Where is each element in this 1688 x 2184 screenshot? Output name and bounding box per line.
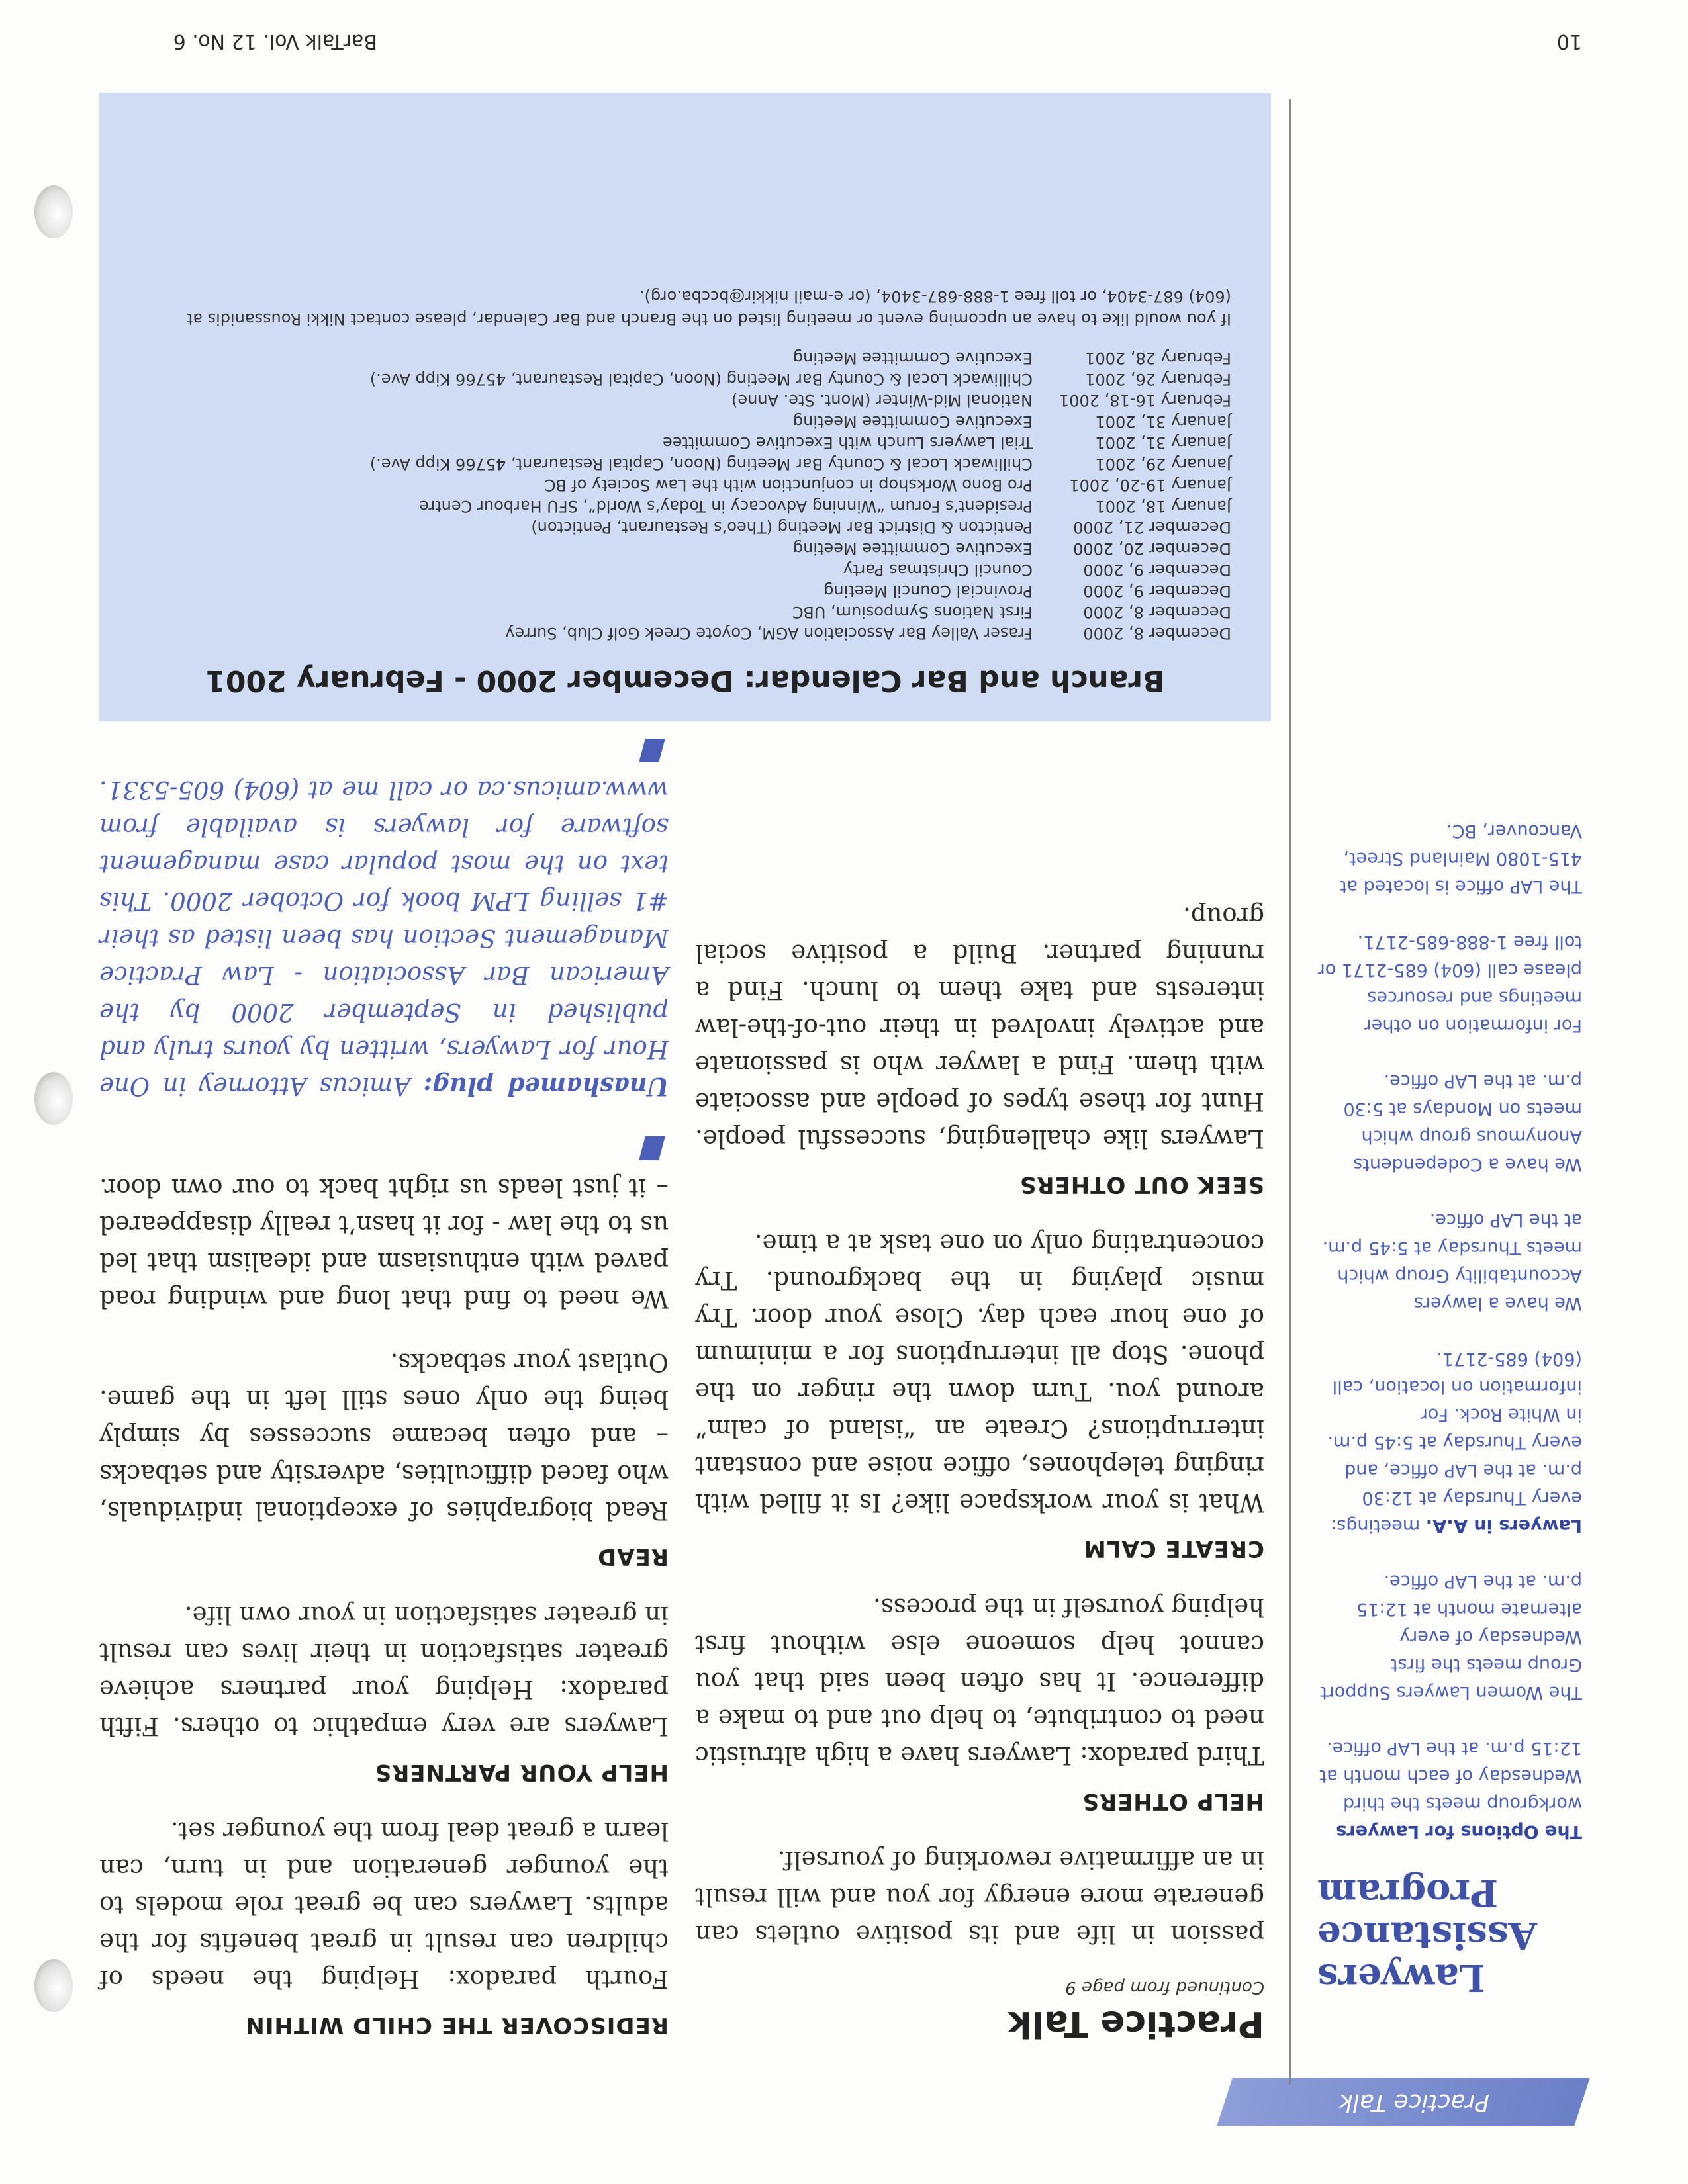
calendar-date: December 20, 2000	[1073, 539, 1231, 558]
calendar-date: February 16-18, 2001	[1058, 391, 1231, 410]
calendar-event: First Nations Symposium, UBC	[792, 603, 1033, 621]
sidebar-paragraph: For information on other meetings and resources please call (604) 685-2171 or toll free 1-888-685-2171.	[1317, 932, 1582, 1036]
calendar-row	[139, 453, 1231, 475]
section-heading: REDISCOVER THE CHILD WITHIN	[245, 2012, 669, 2038]
page-number: 10	[1556, 30, 1582, 53]
calendar-date: December 8, 2000	[1083, 624, 1231, 643]
calendar-date: January 18, 2001	[1095, 497, 1231, 516]
calendar-event: Pro Bono Workshop in conjunction with the Law Society of BC	[544, 476, 1033, 494]
calendar-title: Branch and Bar Calendar: December 2000 - February 2001	[205, 664, 1165, 698]
section-heading: HELP YOUR PARTNERS	[374, 1759, 669, 1786]
calendar-event: Council Christmas Party	[843, 561, 1033, 579]
calendar-date: December 8, 2000	[1083, 603, 1231, 621]
issue-label: BarTalk Vol. 12 No. 6	[173, 30, 377, 53]
calendar-row	[139, 559, 1231, 580]
section-heading: SEEK OUT OTHERS	[1019, 1171, 1264, 1198]
calendar-row	[139, 623, 1231, 644]
section-tab-label: Practice Talk	[1339, 2089, 1489, 2116]
calendar-date: January 29, 2001	[1095, 455, 1231, 473]
calendar-event: National Mid-Winter (Mont. Ste. Anne)	[731, 391, 1033, 410]
calendar-date: December 9, 2000	[1083, 561, 1231, 579]
branch-bar-calendar	[99, 93, 1271, 721]
calendar-row	[139, 517, 1231, 538]
section-heading: CREATE CALM	[1082, 1535, 1264, 1562]
calendar-date: December 9, 2000	[1083, 582, 1231, 600]
calendar-row	[139, 580, 1231, 602]
sidebar-paragraph: We have a Codependents Anonymous group which meets on Mondays at 5:30 p.m. at the LAP office.	[1343, 1071, 1582, 1175]
column-rule	[1289, 99, 1291, 2085]
section-tab	[1217, 2078, 1589, 2126]
end-mark-icon	[639, 739, 665, 763]
unashamed-plug: Unashamed plug: Amicus Attorney in One Hour for Lawyers, written by yours truly and published in September 2000 by the American Bar Association - Law Practice Management Section has been listed as their #1 selling LPM book for October 2000. This text on the most popular case management software for lawyers is available from www.amicus.ca or call me at (604) 605-5331.	[99, 734, 669, 1105]
section-heading: HELP OTHERS	[1082, 1788, 1264, 1815]
calendar-row	[139, 432, 1231, 453]
calendar-row	[139, 347, 1231, 369]
article-paragraph: What is your workspace like? Is it filled with ringing telephones, office noise and constant interruptions? Create an “island of calm” around you. Turn down the ringer on the phone. Stop all interruptions for a minimum of one hour each day. Close your door. Try music playing in the background. Try concentrating only on one task at a time.	[695, 1229, 1264, 1517]
sidebar-paragraph: The Women Lawyers Support Group meets the first Wednesday of every alternate month at 12:15 p.m. at the LAP office.	[1320, 1571, 1582, 1703]
article-paragraph: Fourth paradox: Helping the needs of children can result in great benefits for the adults. Lawyers can be great role models to the younger generation and in turn, can learn a great deal from the younger set.	[99, 1817, 669, 1993]
calendar-row	[139, 411, 1231, 432]
binder-hole	[34, 185, 73, 238]
calendar-row	[139, 369, 1231, 390]
calendar-event: Executive Committee Meeting	[792, 539, 1033, 558]
binder-hole	[34, 1072, 73, 1125]
end-mark-icon	[639, 1137, 665, 1161]
calendar-event: Executive Committee Meeting	[792, 412, 1033, 431]
lap-sidebar	[1317, 789, 1582, 2038]
sidebar-paragraph: The LAP office is located at 415-1080 Mainland Street, Vancouver, BC.	[1339, 821, 1582, 897]
calendar-row	[139, 602, 1231, 623]
article-paragraph: Lawyers like challenging, successful people. Hunt for these types of people and associate with them. Find a lawyer who is passionate and actively involved in their out-of-the-law interests and take them to lunch. Find a running partner. Build a positive social group.	[695, 902, 1264, 1153]
calendar-event: Trial Lawyers Lunch with Executive Committee	[663, 433, 1033, 452]
calendar-row	[139, 538, 1231, 559]
calendar-note: If you would like to have an upcoming event or meeting listed on the Branch and Bar Calendar, please contact Nikki Roussanidis at (604) 687-3404, or toll free 1-888-687-3404, (or e-mail nikkir@bccba.org).	[186, 287, 1231, 328]
calendar-event: Provincial Council Meeting	[823, 582, 1033, 600]
calendar-date: January 31, 2001	[1095, 433, 1231, 452]
continued-note: Continued from page 9	[1065, 1978, 1264, 1997]
sidebar-title: Lawyers Assistance Program	[1317, 1871, 1537, 1999]
calendar-event: Fraser Valley Bar Association AGM, Coyote Creek Golf Club, Surrey	[505, 624, 1033, 643]
sidebar-paragraph: We have a lawyers Accountability Group which meets Thursday at 5:45 p.m. at the LAP office.	[1322, 1210, 1582, 1314]
sidebar-paragraph: The Options for Lawyers workgroup meets the third Wednesday of each month at 12:15 p.m. at the LAP office.	[1319, 1738, 1582, 1842]
calendar-date: January 31, 2001	[1095, 412, 1231, 431]
binder-hole	[34, 1959, 73, 2012]
calendar-date: February 26, 2001	[1085, 370, 1231, 388]
calendar-event: President’s Forum “Winning Advocacy in Today’s World”, SFU Harbour Centre	[419, 497, 1033, 516]
calendar-event: Chilliwack Local & County Bar Meeting (Noon, Capital Restaurant, 45766 Kipp Ave.)	[369, 455, 1033, 473]
sidebar-paragraph: Lawyers in A.A. meetings: every Thursday at 12:30 p.m. at the LAP office, and every Thursday at 5:45 p.m. in White Rock. For information on location, call (604) 685-2171.	[1327, 1349, 1582, 1536]
article-column-right	[99, 709, 669, 2065]
article-paragraph: Read biographies of exceptional individuals, who faced difficulties, adversity and setbacks – and often became successes by simply being the only ones still left in the game. Outlast your setbacks.	[99, 1348, 669, 1525]
calendar-row	[139, 496, 1231, 517]
article-paragraph: passion in life and its positive outlets can generate more energy for you and will result in an affirmative reworking of yourself.	[695, 1846, 1264, 1948]
article-paragraph: We need to find that long and winding road paved with enthusiasm and idealism that led us to the law - for it hasn’t really disappeared – it just leads us right back to our own door.	[99, 1132, 669, 1317]
calendar-date: February 28, 2001	[1085, 349, 1231, 367]
article-paragraph: Third paradox: Lawyers have a high altruistic need to contribute, to help out and to make a difference. It has often been said that you cannot help someone else without first helping yourself in the process.	[695, 1593, 1264, 1770]
calendar-row	[139, 390, 1231, 411]
article-column-middle	[695, 871, 1264, 1952]
calendar-date: December 21, 2000	[1073, 518, 1231, 537]
article-title: Practice Talk	[1008, 2003, 1264, 2045]
calendar-event: Chilliwack Local & County Bar Meeting (Noon, Capital Restaurant, 45766 Kipp Ave.)	[369, 370, 1033, 388]
section-heading: READ	[597, 1543, 669, 1570]
calendar-date: January 19-20, 2001	[1069, 476, 1231, 494]
calendar-event: Executive Committee Meeting	[792, 349, 1033, 367]
calendar-row	[139, 475, 1231, 496]
calendar-event: Penticton & District Bar Meeting (Theo’s Restaurant, Penticton)	[531, 518, 1033, 537]
calendar-list	[139, 347, 1231, 644]
article-paragraph: Lawyers are very empathic to others. Fifth paradox: Helping your partners achieve greater satisfaction in their lives can result in greater satisfaction in your own life.	[99, 1601, 669, 1741]
